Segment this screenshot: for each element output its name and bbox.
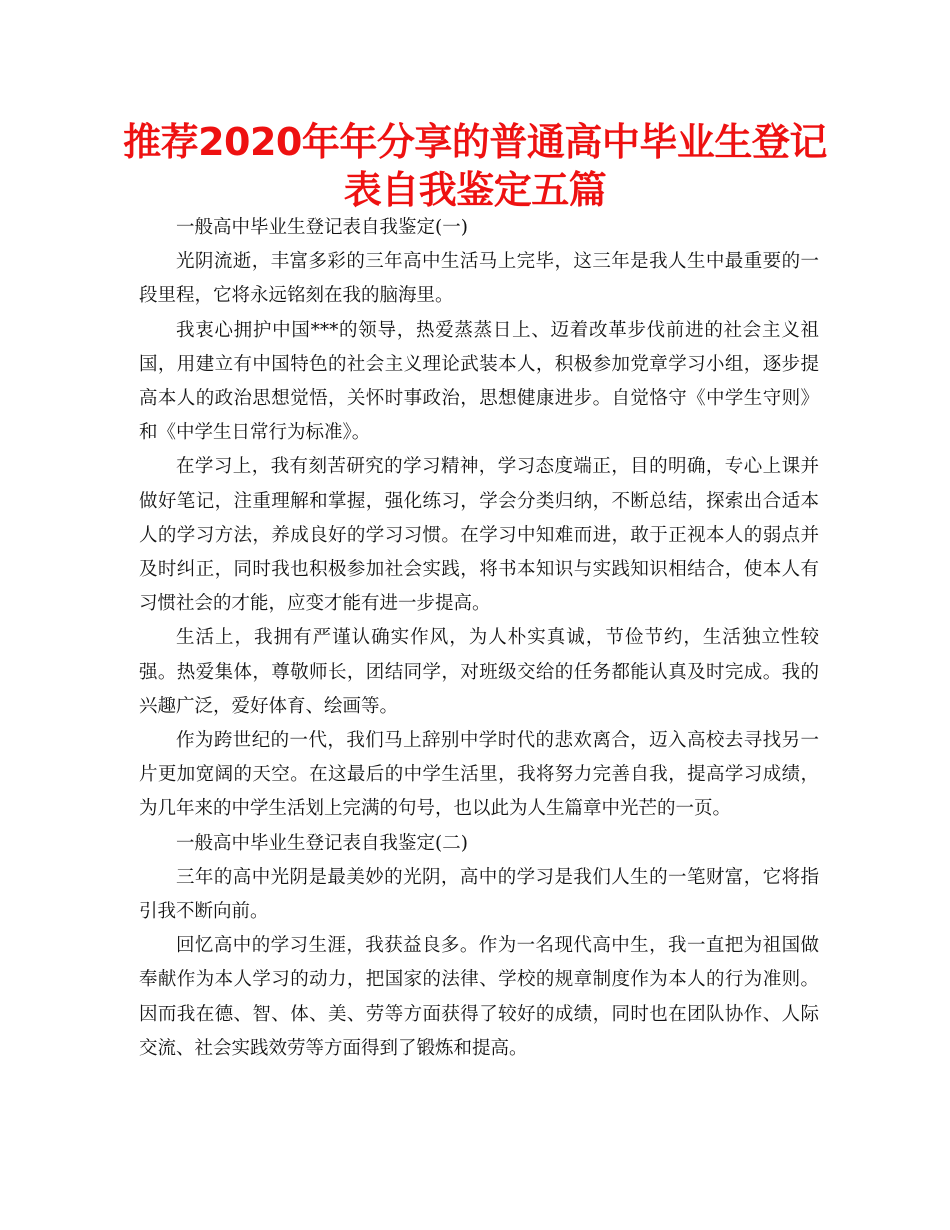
- paragraph: 三年的高中光阴是最美妙的光阴，高中的学习是我们人生的一笔财富，它将指引我不断向前。: [139, 866, 819, 923]
- paragraph: 光阴流逝，丰富多彩的三年高中生活马上完毕，这三年是我人生中最重要的一段里程，它将永远铭刻在我的脑海里。: [139, 251, 819, 307]
- document-body: [139, 211, 819, 1066]
- section-heading-1: 一般高中毕业生登记表自我鉴定(一): [176, 217, 468, 238]
- paragraph: 作为跨世纪的一代，我们马上辞别中学时代的悲欢离合，迈入高校去寻找另一片更加宽阔的天空。在这最后的中学生活里，我将努力完善自我，提高学习成绩，为几年来的中学生活划上完满的句号，也以此为人生篇章中光芒的一页。: [139, 730, 819, 820]
- section-heading-2: 一般高中毕业生登记表自我鉴定(二): [176, 832, 468, 854]
- paragraph: 在学习上，我有刻苦研究的学习精神，学习态度端正，目的明确，专心上课并做好笔记，注重理解和掌握，强化练习，学会分类归纳，不断总结，探索出合适本人的学习方法，养成良好的学习习惯。在学习中知难而进，敢于正视本人的弱点并及时纠正，同时我也积极参加社会实践，将书本知识与实践知识相结合，使本人有习惯社会的才能，应变才能有进一步提高。: [139, 456, 819, 615]
- paragraph: 生活上，我拥有严谨认确实作风，为人朴实真诚，节俭节约，生活独立性较强。热爱集体，尊敬师长，团结同学，对班级交给的任务都能认真及时完成。我的兴趣广泛，爱好体育、绘画等。: [139, 627, 819, 717]
- paragraph: 回忆高中的学习生涯，我获益良多。作为一名现代高中生，我一直把为祖国做奉献作为本人学习的动力，把国家的法律、学校的规章制度作为本人的行为准则。因而我在德、智、体、美、劳等方面获得了较好的成绩，同时也在团队协作、人际交流、社会实践效劳等方面得到了锻炼和提高。: [139, 935, 819, 1059]
- paragraph: 我衷心拥护中国***的领导，热爱蒸蒸日上、迈着改革步伐前进的社会主义祖国，用建立有中国特色的社会主义理论武装本人，积极参加党章学习小组，逐步提高本人的政治思想觉悟，关怀时事政治，思想健康进步。自觉恪守《中学生守则》和《中学生日常行为标准》。: [139, 319, 819, 444]
- document-title: 推荐2020年年分享的普通高中毕业生登记表自我鉴定五篇: [123, 120, 827, 212]
